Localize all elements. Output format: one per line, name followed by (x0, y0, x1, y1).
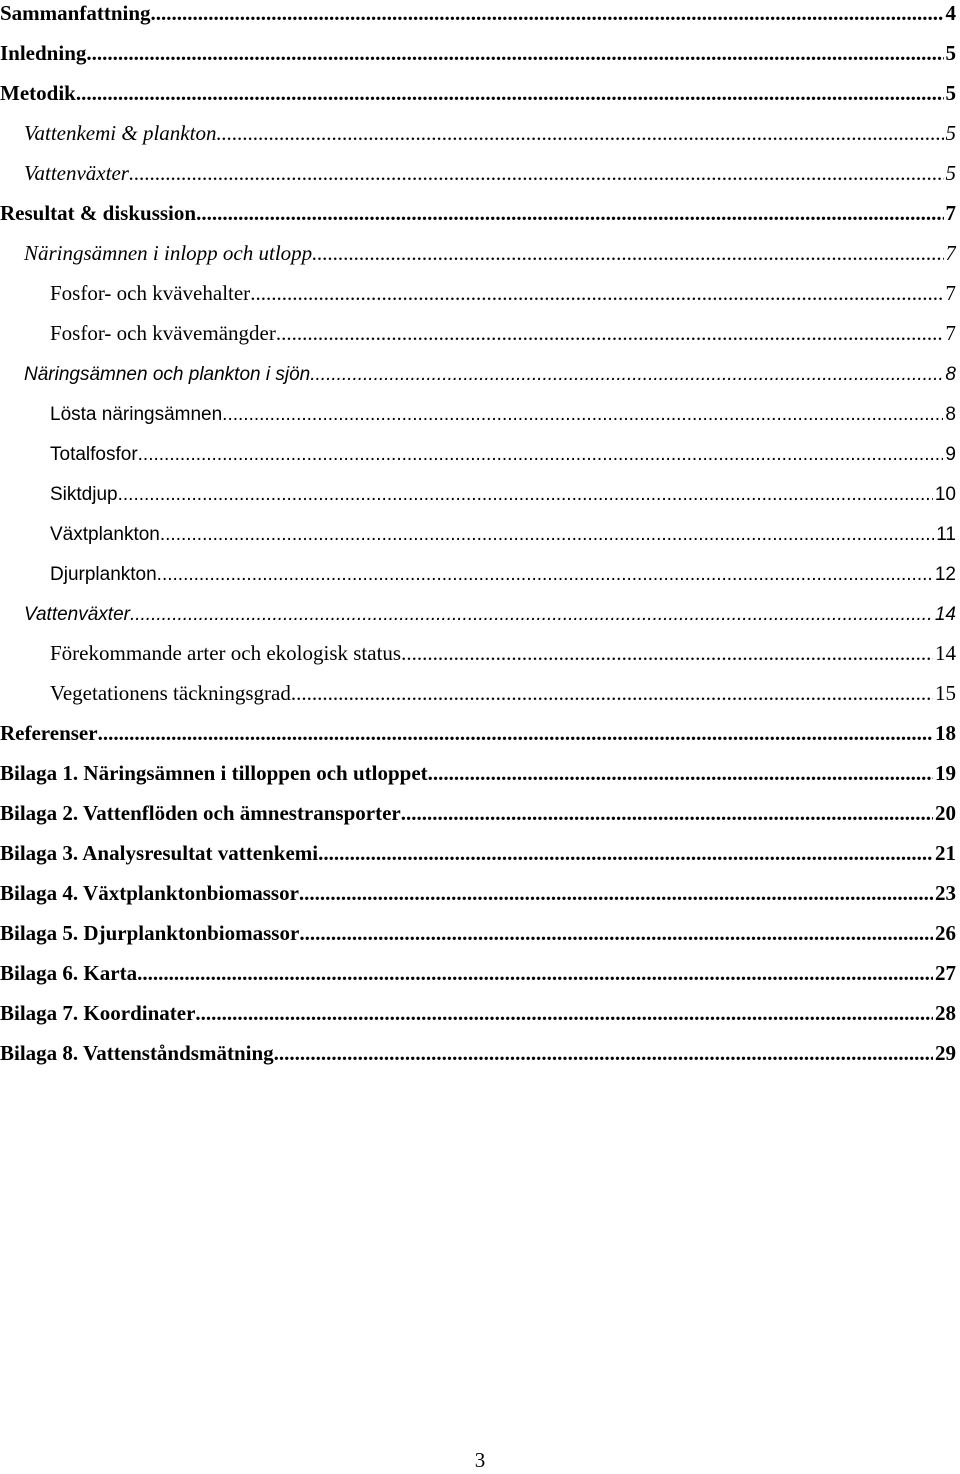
toc-entry-naringsamnen-inlopp-utlopp[interactable] (0, 236, 956, 266)
toc-leader (291, 676, 933, 706)
toc-entry-vaxtplankton[interactable] (0, 516, 956, 546)
toc-entry-page: 7 (945, 241, 956, 265)
toc-leader (195, 996, 933, 1026)
toc-entry-page: 23 (935, 881, 956, 905)
toc-entry-page: 14 (935, 641, 956, 665)
toc-entry-title: Bilaga 3. Analysresultat vattenkemi (0, 841, 319, 865)
toc-entry-page: 15 (935, 681, 956, 705)
toc-entry-title: Resultat & diskussion (0, 201, 197, 225)
toc-entry-title: Siktdjup (50, 484, 118, 505)
toc-entry-title: Inledning (0, 41, 87, 65)
toc-entry-title: Bilaga 2. Vattenflöden och ämnestransporter (0, 801, 401, 825)
toc-entry-page: 26 (935, 921, 956, 945)
toc-leader (130, 596, 933, 626)
toc-entry-vattenvaxter[interactable] (0, 156, 956, 186)
toc-entry-siktdjup[interactable] (0, 476, 956, 506)
toc-entry-title: Totalfosfor (50, 444, 138, 465)
toc-entry-title: Vattenväxter (24, 604, 130, 625)
toc-entry-page: 21 (935, 841, 956, 865)
toc-entry-vattenvaxter-2[interactable] (0, 596, 956, 626)
toc-entry-page: 8 (945, 404, 956, 425)
toc-entry-page: 12 (934, 564, 956, 585)
toc-entry-page: 7 (945, 281, 956, 305)
toc-leader (216, 116, 943, 146)
toc-entry-page: 8 (945, 364, 956, 385)
toc-leader (401, 796, 933, 826)
toc-entry-title: Bilaga 8. Vattenståndsmätning (0, 1041, 274, 1065)
toc-entry-djurplankton[interactable] (0, 556, 956, 586)
toc-leader (157, 556, 933, 586)
toc-entry-vattenkemi-plankton[interactable] (0, 116, 956, 146)
toc-entry-totalfosfor[interactable] (0, 436, 956, 466)
toc-entry-page: 29 (935, 1041, 956, 1065)
toc-entry-bilaga-5[interactable] (0, 916, 956, 946)
toc-entry-title: Vattenkemi & plankton (24, 121, 217, 145)
toc-leader (401, 636, 933, 666)
toc-entry-page: 9 (945, 444, 956, 465)
toc-entry-bilaga-3[interactable] (0, 836, 956, 866)
toc-entry-page: 5 (945, 121, 956, 145)
toc-entry-page: 4 (945, 1, 956, 25)
toc-entry-title: Förekommande arter och ekologisk status (50, 641, 402, 665)
toc-leader (299, 916, 933, 946)
toc-entry-page: 7 (945, 321, 956, 345)
toc-leader (86, 36, 943, 66)
toc-entry-title: Vegetationens täckningsgrad (50, 681, 291, 705)
page-number: 3 (474, 1448, 486, 1472)
toc-entry-title: Bilaga 6. Karta (0, 961, 138, 985)
toc-leader (310, 356, 943, 386)
toc-entry-inledning[interactable] (0, 36, 956, 66)
toc-entry-title: Djurplankton (50, 564, 157, 585)
toc-leader (76, 76, 944, 106)
toc-entry-referenser[interactable] (0, 716, 956, 746)
toc-leader (276, 316, 944, 346)
toc-entry-title: Lösta näringsämnen (50, 404, 223, 425)
toc-entry-title: Näringsämnen och plankton i sjön (24, 364, 311, 385)
toc-leader (222, 396, 943, 426)
toc-entry-page: 10 (934, 484, 956, 505)
toc-entry-title: Bilaga 5. Djurplanktonbiomassor (0, 921, 300, 945)
toc-entry-bilaga-4[interactable] (0, 876, 956, 906)
toc-leader (428, 756, 933, 786)
toc-leader (151, 0, 944, 26)
toc-entry-title: Växtplankton (50, 524, 160, 545)
toc-entry-page: 5 (945, 161, 956, 185)
toc-entry-bilaga-2[interactable] (0, 796, 956, 826)
toc-entry-fosfor-kvavemangder[interactable] (0, 316, 956, 346)
toc-entry-metodik[interactable] (0, 76, 956, 106)
toc-leader (312, 236, 943, 266)
toc-entry-bilaga-8[interactable] (0, 1036, 956, 1066)
toc-entry-title: Vattenväxter (24, 161, 129, 185)
toc-entry-title: Referenser (0, 721, 98, 745)
toc-leader (299, 876, 933, 906)
toc-entry-losta-naringsamnen[interactable] (0, 396, 956, 426)
toc-entry-vegetationens-tackningsgrad[interactable] (0, 676, 956, 706)
toc-entry-title: Sammanfattning (0, 1, 151, 25)
toc-entry-page: 19 (935, 761, 956, 785)
toc-entry-page: 5 (945, 41, 956, 65)
toc-leader (98, 716, 933, 746)
toc-leader (138, 436, 944, 466)
toc-leader (196, 196, 943, 226)
toc-leader (160, 516, 934, 546)
toc-entry-page: 11 (936, 524, 956, 545)
toc-entry-title: Bilaga 1. Näringsämnen i tilloppen och utloppet (0, 761, 428, 785)
toc-entry-page: 28 (935, 1001, 956, 1025)
toc-leader (318, 836, 933, 866)
toc-entry-title: Bilaga 4. Växtplanktonbiomassor (0, 881, 299, 905)
toc-leader (129, 156, 944, 186)
toc-leader (250, 276, 943, 306)
toc-entry-page: 7 (945, 201, 956, 225)
toc-entry-page: 27 (935, 961, 956, 985)
toc-entry-resultat-diskussion[interactable] (0, 196, 956, 226)
toc-entry-bilaga-1[interactable] (0, 756, 956, 786)
toc-entry-fosfor-kvavehalter[interactable] (0, 276, 956, 306)
toc-entry-naringsamnen-plankton-sjon[interactable] (0, 356, 956, 386)
toc-entry-title: Bilaga 7. Koordinater (0, 1001, 196, 1025)
toc-entry-title: Näringsämnen i inlopp och utlopp (24, 241, 313, 265)
toc-entry-sammanfattning[interactable] (0, 0, 956, 26)
toc-entry-page: 18 (935, 721, 956, 745)
toc-entry-title: Metodik (0, 81, 76, 105)
toc-entry-title: Fosfor- och kvävemängder (50, 321, 276, 345)
toc-entry-page: 20 (935, 801, 956, 825)
toc-entry-title: Fosfor- och kvävehalter (50, 281, 251, 305)
toc-entry-page: 5 (945, 81, 956, 105)
toc-leader (137, 956, 933, 986)
toc-leader (274, 1036, 933, 1066)
toc-leader (118, 476, 933, 506)
toc-entry-bilaga-7[interactable] (0, 996, 956, 1026)
toc-entry-page: 14 (934, 604, 956, 625)
toc-entry-forekommande-arter[interactable] (0, 636, 956, 666)
toc-entry-bilaga-6[interactable] (0, 956, 956, 986)
